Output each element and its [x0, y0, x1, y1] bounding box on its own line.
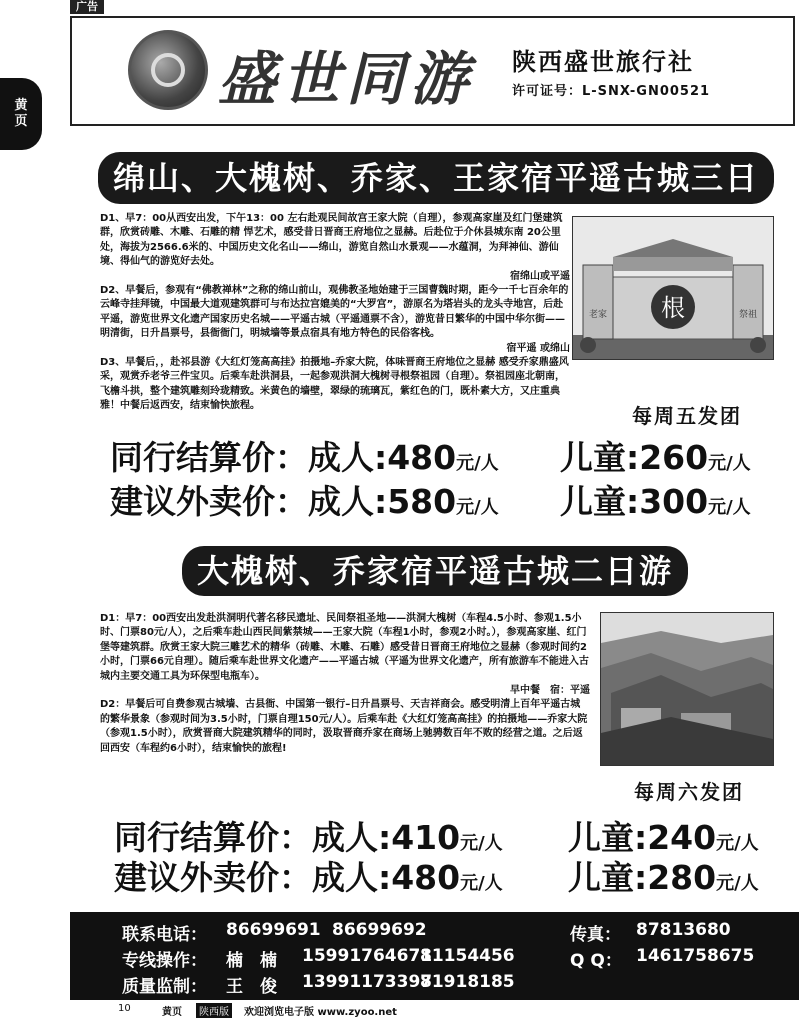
- child-label: 儿童:: [568, 818, 648, 857]
- tour2-schedule: 每周六发团: [634, 780, 744, 804]
- photo1-sign: 根: [661, 294, 685, 322]
- retail-adult-price: 580: [387, 482, 457, 521]
- tour1-retail-price: [110, 476, 751, 523]
- qc-mobile[interactable]: 13991173397: [302, 972, 433, 992]
- retail-child-price: 300: [639, 482, 709, 521]
- footer-section: 黄页: [162, 1007, 182, 1018]
- adult-label: 成人:: [308, 438, 388, 477]
- retail-price-label: 建议外卖价：: [110, 482, 308, 521]
- price-unit: 元/人: [708, 453, 751, 474]
- qq-number[interactable]: 1461758675: [636, 946, 755, 966]
- footer-edition: 陕西版: [196, 1003, 232, 1018]
- tour1-title: 绵山、大槐树、乔家、王家宿平遥古城三日游: [98, 152, 774, 204]
- tour2-photo-courtyard-rooftops: [600, 612, 774, 766]
- tour2-day2: D2：早餐后可自费参观古城墙、古县衙、中国第一银行–日升昌票号、天吉祥商会。感受明清上百年平遥古城的繁华景象（参观时间为3.5小时，门票自理150元/人）。后乘车赴《大红灯笼高高挂》的拍摄地——乔家大院（参观1.5小时），欣赏晋商大院建筑精华的同时，汲取晋商乔家在商场上驰骋数百年不败的经营之道。之后返回西安（车程约6小时），结束愉快的旅程!: [100, 699, 588, 754]
- child-label: 儿童:: [560, 482, 640, 521]
- tour1-day3: D3、早餐后，，赴祁县游《大红灯笼高高挂》拍摄地–乔家大院，体味晋商王府地位之显赫 感受乔家鼎盛风采，观赏乔老爷三件宝贝。后乘车赴洪洞县，一起参观洪洞大槐树寻根祭祖园（自理）。祭祖园座北朝南，飞檐斗拱，整个建筑雕刻玲珑精致。米黄色的墙壁，翠绿的琉璃瓦，紫红色的门，既朴素大方，又庄重典雅！中餐后返西安，结束愉快旅程。: [100, 357, 569, 412]
- qq-label: Q Q：: [570, 951, 622, 971]
- company-name: 陕西盛世旅行社: [512, 48, 694, 76]
- tour1-day1-lodging: 宿绵山或平遥: [510, 270, 570, 282]
- retail-child-price: 280: [647, 858, 717, 897]
- child-label: 儿童:: [560, 438, 640, 477]
- page-number: 10: [118, 1003, 131, 1014]
- tour2-itinerary: [100, 612, 590, 756]
- tour2-retail-price: [114, 852, 759, 899]
- child-label: 儿童:: [568, 858, 648, 897]
- price-unit: 元/人: [716, 873, 759, 894]
- price-unit: 元/人: [708, 497, 751, 518]
- tour1-photo-ancestral-gate: [572, 216, 774, 360]
- phone-number-1[interactable]: 86699691: [226, 920, 321, 940]
- price-unit: 元/人: [716, 833, 759, 854]
- tour1-trade-price: [110, 432, 751, 479]
- tour2-title: 大槐树、乔家宿平遥古城二日游: [182, 546, 688, 596]
- ops-mobile[interactable]: 15991764671: [302, 946, 433, 966]
- trade-adult-price: 410: [391, 818, 461, 857]
- adult-label: 成人:: [308, 482, 388, 521]
- adult-label: 成人:: [312, 858, 392, 897]
- ops-name: 楠 楠: [226, 951, 277, 971]
- trade-child-price: 260: [639, 438, 709, 477]
- contact-bar: [70, 912, 799, 1000]
- trade-adult-price: 480: [387, 438, 457, 477]
- tour2-day1-lodging: 早中餐 宿：平遥: [510, 685, 590, 697]
- trade-child-price: 240: [647, 818, 717, 857]
- yellow-pages-tab[interactable]: [0, 78, 42, 150]
- tour1-day2-lodging: 宿平遥 或绵山: [506, 342, 570, 354]
- adult-label: 成人:: [312, 818, 392, 857]
- agency-header: [70, 16, 795, 126]
- page-footer: [0, 1002, 799, 1017]
- price-unit: 元/人: [456, 497, 499, 518]
- retail-adult-price: 480: [391, 858, 461, 897]
- trade-price-label: 同行结算价：: [114, 818, 312, 857]
- ops-phone[interactable]: 81154456: [420, 946, 515, 966]
- side-tab-line1: 黄: [14, 98, 28, 113]
- brand-name: 盛世同游: [218, 45, 475, 113]
- qc-name: 王 俊: [226, 977, 277, 997]
- phone-number-2[interactable]: 86699692: [332, 920, 427, 940]
- side-tab-line2: 页: [14, 114, 28, 129]
- price-unit: 元/人: [460, 833, 503, 854]
- logo-swirl-icon: [151, 53, 185, 87]
- logo-emblem-icon: [128, 30, 208, 110]
- retail-price-label: 建议外卖价：: [114, 858, 312, 897]
- tour1-day2: D2、早餐后，参观有“佛教禅林”之称的绵山前山，观佛教圣地始建于三国曹魏时期，距今一千七百余年的云峰寺挂拜镜，中国最大道观建筑群可与布达拉宫媲美的“大罗宫”，游原名为塔岩头的龙头寺地宫，后赴平遥，游览世界文化遗产国家历史名城——平遥古城（平遥通票不含），游览昔日繁华的中国中华尔街——明清街，日升昌票号，县衙衙门，明城墙等景点宿具有地方特色的民俗客栈。: [100, 285, 569, 340]
- tour2-day1: D1：早7：00西安出发赴洪洞明代著名移民遗址、民间祭祖圣地——洪洞大槐树（车程4.5小时、参观1.5小时、门票80元/人），之后乘车赴山西民间紫禁城——王家大院（车程1小时，参观2小时。），参观高家崖、红门堡等建筑群。欣赏王家大院三雕艺术的精华（砖雕、木雕、石雕）感受昔日晋商王府地位之显赫（参观时间约2小时，门票66元自理）。随后乘车赴世界文化遗产——平遥古城（平遥为世界文化遗产，所有旅游车不能进入古城内主要交通工具为环保型电瓶车）。: [100, 613, 589, 682]
- fax-number[interactable]: 87813680: [636, 920, 731, 940]
- photo1-right-plaque: 祭祖: [738, 310, 758, 320]
- fax-label: 传真：: [570, 925, 621, 945]
- tour1-itinerary: [100, 212, 570, 414]
- trade-price-label: 同行结算价：: [110, 438, 308, 477]
- ops-label: 专线操作：: [122, 951, 207, 971]
- footer-tagline[interactable]: 欢迎浏览电子版 www.zyoo.net: [244, 1007, 397, 1018]
- phone-label: 联系电话：: [122, 925, 207, 945]
- qc-phone[interactable]: 81918185: [420, 972, 515, 992]
- tour1-schedule: 每周五发团: [632, 404, 742, 428]
- license-number: 许可证号：L-SNX-GN00521: [512, 84, 711, 99]
- ad-tag: 广告: [70, 0, 104, 14]
- price-unit: 元/人: [456, 453, 499, 474]
- qc-label: 质量监制：: [122, 977, 207, 997]
- tour1-day1: D1、早7：00从西安出发，下午13：00 左右赴观民间故宫王家大院（自理），参观高家崖及红门堡建筑群，欣赏砖雕、木雕、石雕的精 悍艺术，感受昔日晋商王府地位之显赫。后赴位于介休县城东南 20公里处，海拔为2566.6米的、中国历史文化名山——绵山，游览自然山水景观——水蕴洞，为拜神仙、游仙境、得仙气的游览好去处。: [100, 213, 563, 268]
- photo1-left-plaque: 老家: [588, 310, 608, 320]
- price-unit: 元/人: [460, 873, 503, 894]
